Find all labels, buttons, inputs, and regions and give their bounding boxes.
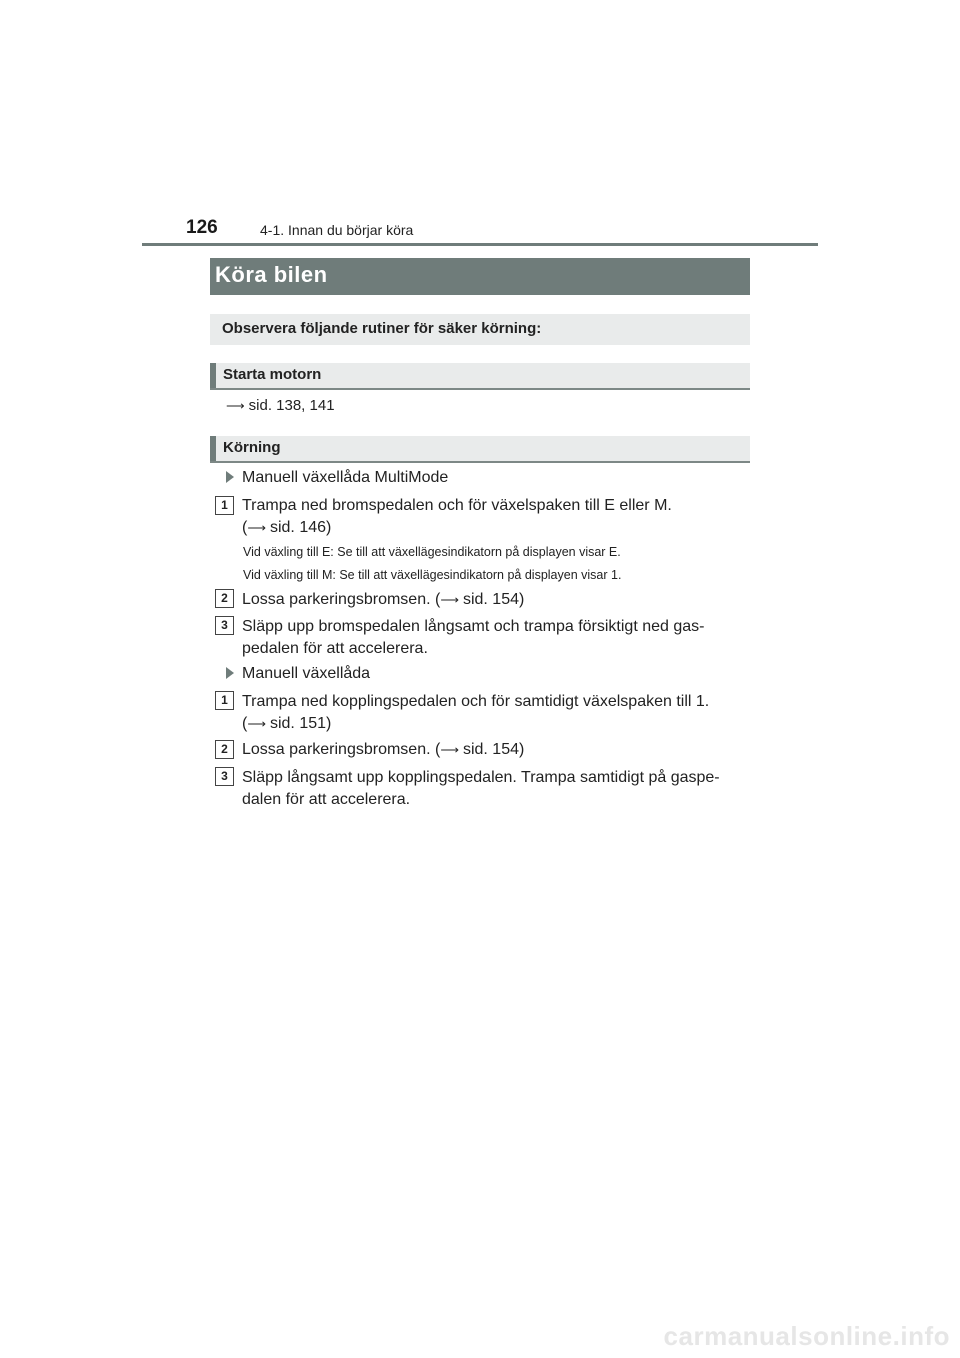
multimode-note2: Vid växling till M: Se till att växellägesindikatorn på displayen visar 1. (243, 568, 622, 582)
multimode-label: Manuell växellåda MultiMode (242, 469, 449, 486)
start-engine-ref-text: sid. 138, 141 (248, 397, 335, 414)
title-bar (210, 258, 750, 295)
multimode-step1-ref: sid. 146) (269, 519, 332, 536)
section-label: 4-1. Innan du börjar köra (260, 222, 414, 238)
header-rule (142, 243, 818, 246)
manual-step1-text: Trampa ned kopplingspedalen och för samtidigt växelspaken till 1. (242, 693, 710, 710)
multimode-step3-line2: pedalen för att accelerera. (242, 640, 428, 657)
manual-step2-ref: sid. 154) (462, 741, 525, 758)
arrow-icon: ⟶ (247, 520, 266, 535)
subheading-driving-label: Körning (223, 439, 281, 456)
subheading-start-engine (210, 363, 750, 390)
multimode-note1: Vid växling till E: Se till att växellägesindikatorn på displayen visar E. (243, 545, 621, 559)
step-number-box: 3 (215, 616, 234, 635)
triangle-bullet-icon (226, 471, 234, 483)
manual-step1-ref: sid. 151) (269, 715, 332, 732)
manual-step3 (242, 767, 745, 811)
multimode-step2-ref: sid. 154) (462, 591, 525, 608)
page-title: Köra bilen (215, 262, 328, 287)
multimode-step2 (242, 589, 745, 611)
arrow-icon: ⟶ (440, 742, 459, 757)
step-number-box: 2 (215, 740, 234, 759)
subheading-start-engine-label: Starta motorn (223, 366, 322, 383)
step-number-box: 3 (215, 767, 234, 786)
watermark: carmanualsonline.info (663, 1321, 950, 1351)
intro-box (210, 314, 750, 345)
manual-heading (226, 665, 370, 683)
intro-text: Observera följande rutiner för säker körning: (222, 320, 542, 337)
manual-step2 (242, 739, 745, 761)
multimode-step3-line1: Släpp upp bromspedalen långsamt och trampa försiktigt ned gas- (242, 618, 705, 635)
arrow-icon: ⟶ (440, 592, 459, 607)
multimode-step3 (242, 616, 745, 660)
subheading-driving (210, 436, 750, 463)
page-number: 126 (186, 217, 218, 238)
manual-step3-line1: Släpp långsamt upp kopplingspedalen. Trampa samtidigt på gaspe- (242, 769, 720, 786)
manual-step2-text: Lossa parkeringsbromsen. ( (242, 741, 441, 758)
multimode-heading (226, 469, 448, 487)
triangle-bullet-icon (226, 667, 234, 679)
step-number-box: 2 (215, 589, 234, 608)
manual-step3-line2: dalen för att accelerera. (242, 791, 411, 808)
multimode-step1: Trampa ned bromspedalen och för växelspaken till E eller M. (⟶ sid. 146) (242, 495, 745, 539)
manual-step1: Trampa ned kopplingspedalen och för samtidigt växelspaken till 1. (⟶ sid. 151) (242, 691, 745, 735)
multimode-step1-text: Trampa ned bromspedalen och för växelspaken till E eller M. (242, 497, 672, 514)
multimode-step2-text: Lossa parkeringsbromsen. ( (242, 591, 441, 608)
step-number-box: 1 (215, 496, 234, 515)
arrow-icon: ⟶ (226, 398, 245, 413)
arrow-icon: ⟶ (247, 716, 266, 731)
manual-label: Manuell växellåda (242, 665, 371, 682)
step-number-box: 1 (215, 691, 234, 710)
start-engine-reference (226, 397, 335, 414)
